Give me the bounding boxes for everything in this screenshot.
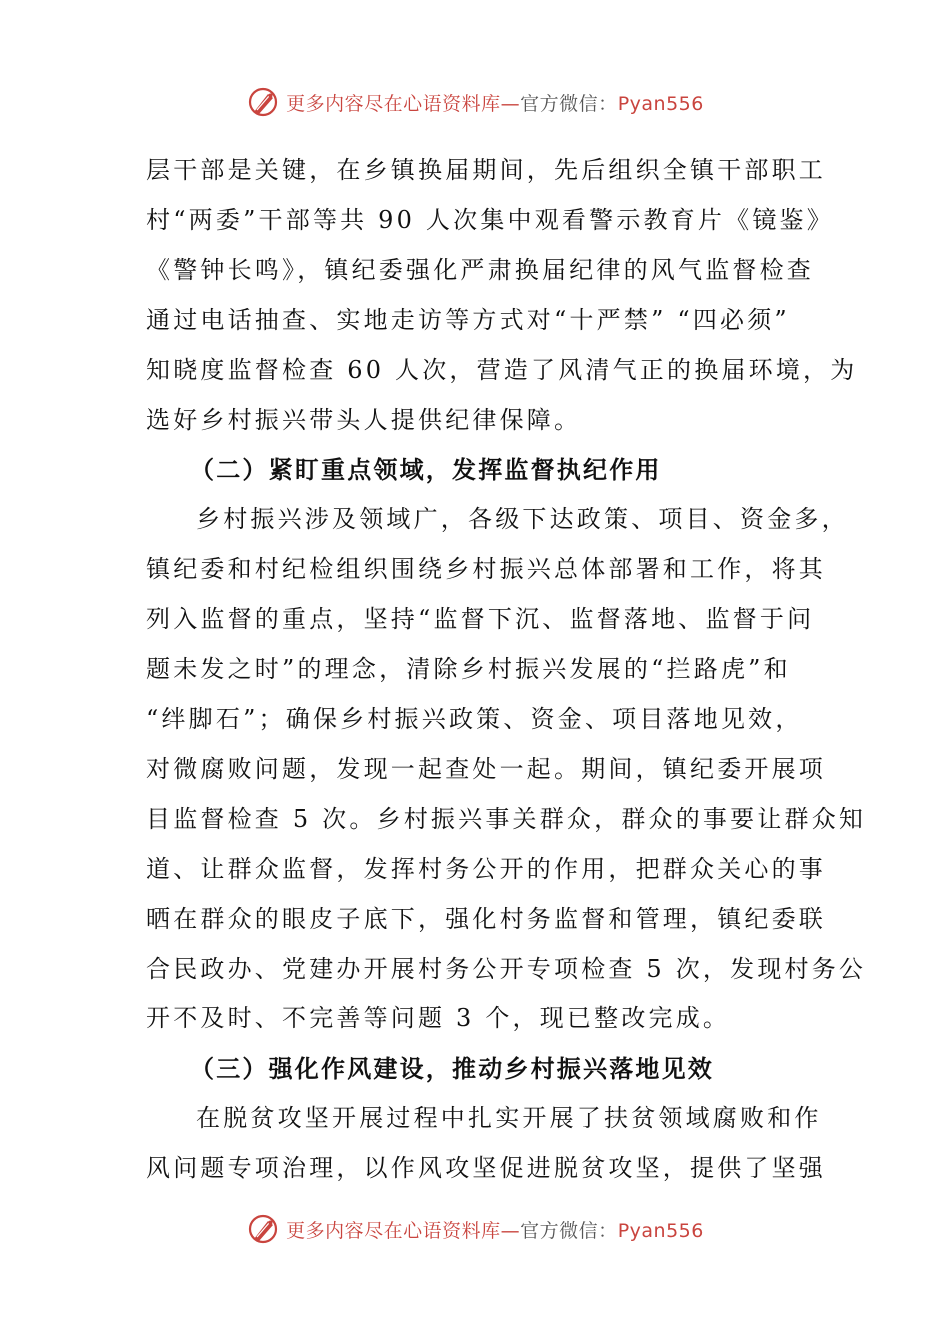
paragraph-2 xyxy=(146,495,867,1044)
banner-dash: — xyxy=(500,92,521,115)
paragraph-line: 知晓度监督检查 60 人次，营造了风清气正的换届环境，为 xyxy=(146,355,858,384)
paragraph-3 xyxy=(146,1094,826,1194)
paragraph-line: 通过电话抽查、实地走访等方式对“十严禁” “四必须” xyxy=(146,305,790,334)
banner-text xyxy=(286,1216,704,1243)
header-watermark-banner xyxy=(0,82,950,122)
pen-nib-logo-icon xyxy=(246,1212,280,1246)
paragraph-line: 层干部是关键，在乡镇换届期间，先后组织全镇干部职工 xyxy=(146,156,826,184)
paragraph-line: “绊脚石”；确保乡村振兴政策、资金、项目落地见效， xyxy=(146,704,803,733)
banner-brand: 更多内容尽在心语资料库 xyxy=(286,1219,501,1242)
banner-brand: 更多内容尽在心语资料库 xyxy=(286,92,501,115)
section-heading-3: （三）强化作风建设，推动乡村振兴落地见效 xyxy=(190,1054,714,1084)
paragraph-line: 在脱贫攻坚开展过程中扎实开展了扶贫领域腐败和作 xyxy=(196,1104,822,1133)
footer-watermark-banner xyxy=(0,1209,950,1249)
paragraph-line: 《警钟长鸣》，镇纪委强化严肃换届纪律的风气监督检查 xyxy=(146,255,814,284)
paragraph-line: 道、让群众监督，发挥村务公开的作用，把群众关心的事 xyxy=(146,854,826,883)
banner-dash: — xyxy=(500,1219,521,1242)
paragraph-line: 合民政办、党建办开展村务公开专项检查 5 次，发现村务公 xyxy=(146,954,867,983)
paragraph-line: 对微腐败问题，发现一起查处一起。期间，镇纪委开展项 xyxy=(146,754,826,783)
paragraph-line: 开不及时、不完善等问题 3 个，现已整改完成。 xyxy=(146,1004,731,1033)
paragraph-line: 镇纪委和村纪检组织围绕乡村振兴总体部署和工作，将其 xyxy=(146,555,826,584)
paragraph-line: 村“两委”干部等共 90 人次集中观看警示教育片《镜鉴》 xyxy=(146,205,834,234)
banner-wechat-id: Pyan556 xyxy=(617,92,704,115)
paragraph-1 xyxy=(146,146,858,445)
banner-wechat-id: Pyan556 xyxy=(617,1219,704,1242)
banner-official-label: 官方微信： xyxy=(520,1219,618,1242)
paragraph-line: 乡村振兴涉及领域广，各级下达政策、项目、资金多， xyxy=(196,505,849,534)
paragraph-line: 选好乡村振兴带头人提供纪律保障。 xyxy=(146,405,582,434)
paragraph-line: 晒在群众的眼皮子底下，强化村务监督和管理，镇纪委联 xyxy=(146,904,826,933)
paragraph-line: 风问题专项治理，以作风攻坚促进脱贫攻坚，提供了坚强 xyxy=(146,1154,826,1183)
banner-official-label: 官方微信： xyxy=(520,92,618,115)
section-heading-2: （二）紧盯重点领域，发挥监督执纪作用 xyxy=(190,455,662,485)
paragraph-line: 目监督检查 5 次。乡村振兴事关群众，群众的事要让群众知 xyxy=(146,804,867,833)
document-body xyxy=(146,146,867,1194)
paragraph-line: 题未发之时”的理念，清除乡村振兴发展的“拦路虎”和 xyxy=(146,655,791,684)
pen-nib-logo-icon xyxy=(246,85,280,119)
paragraph-line: 列入监督的重点，坚持“监督下沉、监督落地、监督于问 xyxy=(146,605,815,634)
banner-text xyxy=(286,89,704,116)
